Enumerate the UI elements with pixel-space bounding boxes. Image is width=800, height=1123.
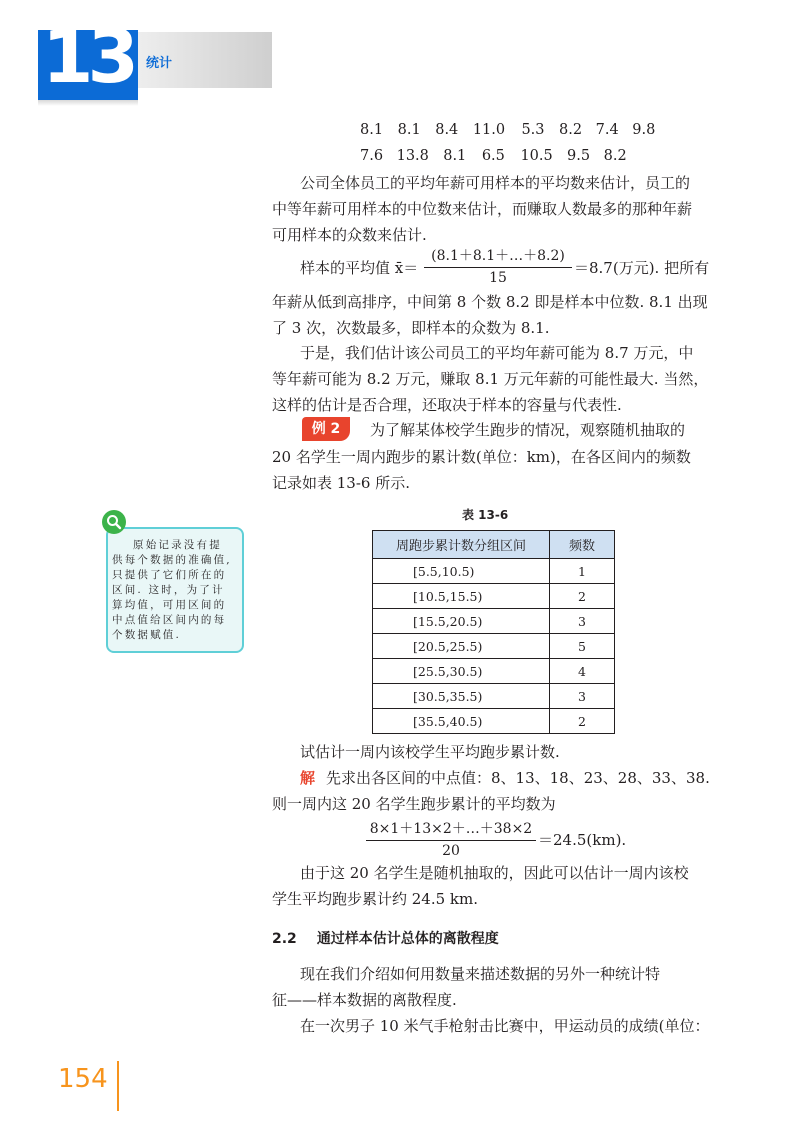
magnifier-icon	[102, 510, 126, 534]
para1-line2: 中等年薪可用样本的中位数来估计，而赚取人数最多的那种年薪	[272, 200, 693, 218]
solution-line1: 先求出各区间的中点值：8、13、18、23、28、33、38.	[326, 769, 710, 787]
section-title: 通过样本估计总体的离散程度	[316, 931, 499, 947]
table-row	[373, 559, 615, 584]
interval-cell: [25.5,30.5)	[373, 659, 550, 684]
value: 7.6	[360, 148, 384, 164]
table-header-row	[373, 531, 615, 559]
example-line2: 20 名学生一周内跑步的累计数(单位：km)，在各区间内的频数	[272, 448, 691, 466]
value: 8.1	[360, 122, 384, 138]
average-result: ＝24.5(km).	[538, 831, 627, 849]
average-denominator: 20	[442, 843, 460, 859]
mean-formula-lead: 样本的平均值 x̄＝	[300, 259, 419, 277]
value: 9.5	[567, 148, 591, 164]
para4-line1: 现在我们介绍如何用数量来描述数据的另外一种统计特	[300, 965, 661, 983]
solution-line2: 则一周内这 20 名学生跑步累计的平均数为	[272, 795, 556, 813]
para3-line3: 这样的估计是否合理，还取决于样本的容量与代表性.	[272, 396, 622, 414]
frequency-cell: 4	[550, 659, 615, 684]
note-line: 个数据赋值.	[112, 629, 182, 641]
solution-line3: 由于这 20 名学生是随机抽取的，因此可以估计一周内该校	[300, 864, 689, 882]
table-row	[373, 659, 615, 684]
value: 8.4	[435, 122, 459, 138]
frequency-cell: 3	[550, 684, 615, 709]
frequency-cell: 1	[550, 559, 615, 584]
chapter-title: 统计	[146, 56, 173, 71]
value: 8.1	[397, 122, 421, 138]
interval-cell: [30.5,35.5)	[373, 684, 550, 709]
para4-line2: 征——样本数据的离散程度.	[272, 991, 457, 1009]
para2-line1: 年薪从低到高排序，中间第 8 个数 8.2 即是样本中位数. 8.1 出现	[272, 293, 708, 311]
salary-row-2	[360, 148, 636, 164]
table-row	[373, 709, 615, 734]
section-number: 2.2	[272, 931, 297, 947]
table-row	[373, 609, 615, 634]
table-caption: 表 13-6	[462, 508, 509, 522]
average-fraction	[366, 818, 536, 859]
table-row	[373, 634, 615, 659]
para1-line3: 可用样本的众数来估计.	[272, 226, 427, 244]
para3-line2: 等年薪可能为 8.2 万元，赚取 8.1 万元年薪的可能性最大. 当然，	[272, 370, 709, 388]
fraction-bar	[424, 267, 572, 268]
header-shadow	[38, 100, 138, 106]
mean-numerator: (8.1＋8.1＋…＋8.2)	[431, 248, 565, 264]
page-number-divider	[117, 1061, 119, 1111]
para3-line1: 于是，我们估计该公司员工的平均年薪可能为 8.7 万元，中	[300, 344, 694, 362]
value: 8.2	[559, 122, 583, 138]
salary-row-1	[360, 122, 664, 138]
note-line: 原始记录没有提	[133, 539, 222, 551]
interval-cell: [5.5,10.5)	[373, 559, 550, 584]
note-line: 中点值给区间内的每	[112, 614, 227, 626]
solution-label: 解	[300, 769, 316, 787]
value: 9.8	[632, 122, 656, 138]
para2-line2: 了 3 次，次数最多，即样本的众数为 8.1.	[272, 319, 550, 337]
value: 7.4	[595, 122, 619, 138]
table-row	[373, 584, 615, 609]
section-heading	[272, 928, 499, 948]
note-line: 只提供了它们所在的	[112, 569, 227, 581]
header-frequency: 频数	[550, 531, 615, 559]
value: 8.2	[603, 148, 627, 164]
value: 13.8	[396, 148, 429, 164]
mean-denominator: 15	[489, 270, 507, 286]
frequency-cell: 5	[550, 634, 615, 659]
value: 8.1	[443, 148, 467, 164]
value: 11.0	[472, 122, 506, 138]
chapter-number: 13	[42, 14, 133, 100]
value: 5.3	[521, 122, 545, 138]
note-line: 算均值，可用区间的	[112, 599, 227, 611]
value: 6.5	[481, 148, 505, 164]
example-line3: 记录如表 13-6 所示.	[272, 474, 411, 492]
frequency-cell: 2	[550, 584, 615, 609]
side-note-text	[112, 538, 238, 643]
solution-line4: 学生平均跑步累计约 24.5 km.	[272, 890, 479, 908]
fraction-bar	[366, 840, 536, 841]
para1-line1: 公司全体员工的平均年薪可用样本的平均数来估计，员工的	[300, 174, 691, 192]
interval-cell: [20.5,25.5)	[373, 634, 550, 659]
example-badge: 例 2	[302, 417, 350, 441]
average-numerator: 8×1＋13×2＋…＋38×2	[369, 821, 533, 837]
question: 试估计一周内该校学生平均跑步累计数.	[300, 743, 560, 761]
example-line1: 为了解某体校学生跑步的情况，观察随机抽取的	[370, 421, 686, 439]
value: 10.5	[520, 148, 553, 164]
interval-cell: [15.5,20.5)	[373, 609, 550, 634]
note-line: 供每个数据的准确值,	[112, 554, 232, 566]
interval-cell: [35.5,40.5)	[373, 709, 550, 734]
frequency-cell: 2	[550, 709, 615, 734]
page-number: 154	[58, 1064, 108, 1094]
header-interval: 周跑步累计数分组区间	[373, 531, 550, 559]
para4-line3: 在一次男子 10 米气手枪射击比赛中，甲运动员的成绩(单位：	[300, 1017, 710, 1035]
interval-cell: [10.5,15.5)	[373, 584, 550, 609]
table-row	[373, 684, 615, 709]
frequency-cell: 3	[550, 609, 615, 634]
mean-formula-tail: ＝8.7(万元). 把所有	[574, 259, 710, 277]
mean-fraction	[424, 245, 572, 286]
note-line: 区间. 这时，为了计	[112, 584, 225, 596]
frequency-table	[372, 530, 615, 734]
